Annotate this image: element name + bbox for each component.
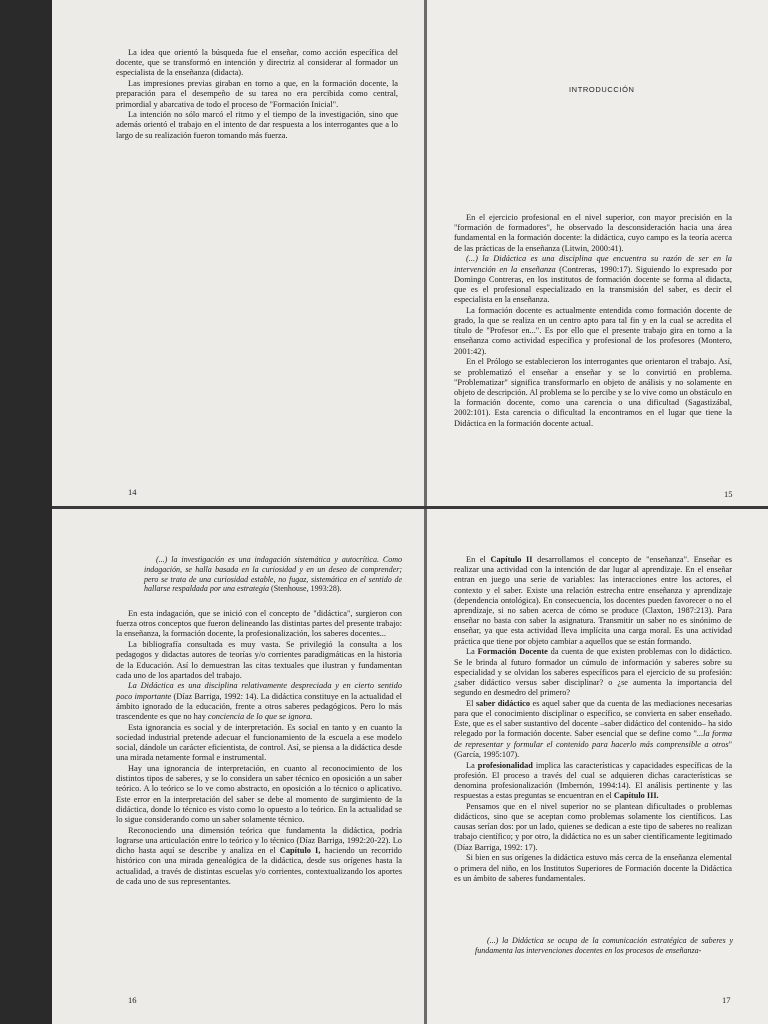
paragraph-text: El (466, 698, 476, 708)
paragraph: En el Prólogo se establecieron los interrogantes que orientaron el trabajo. Así, se problematizó el enseñar a enseñar y se lo convirtió en problema. "Problematizar" significa transformarlo en objeto de análisis y no solamente en objeto de descripción. Al problema se lo percibe y se lo vive como un obstáculo en la formación docente, como una carencia o una dificultad (Sagastizábal, 2002:101). Esta carencia o dificultad la encontramos en el lugar que tiene la Didáctica en la formación docente actual. (454, 357, 732, 428)
bold-term: saber didáctico (475, 698, 530, 708)
bold-term: Capítulo II (490, 555, 533, 564)
page-number: 17 (722, 995, 731, 1005)
page-17-body (454, 555, 732, 885)
paragraph-text: desarrollamos el concepto de "enseñanza". Enseñar es realizar una actividad con la intención de dar lugar al aprendizaje. En el enseñar entran en juego una serie de variables: las interacciones entre los actores, el contexto y el saber. Existe una relación estrecha entre enseñanza y aprendizaje (dependencia ontológica). En consecuencia, los docentes pueden favorecer o no el aprendizaje, si no saben acerca de cómo se produce (Claxton, 1987:213). Para enseñar no basta con saber la asignatura. Transmitir un saber no es sinónimo de enseñar, ya que esta actividad lleva implícita una carga moral. Es una actividad práctica que tiene por objeto cambiar a aquellos que se están formando. (454, 555, 732, 646)
quote-reference: (Stenhouse, 1993:28). (269, 584, 342, 594)
page-17 (427, 509, 768, 1024)
paragraph-text: Reconociendo una dimensión teórica que fundamenta la didáctica, podría lograrse una articulación entre lo teórico y lo técnico (Díaz Barriga, 1992:20-22). Lo dicho hasta aquí se describe y analiza en el (116, 825, 402, 856)
block-quote (144, 555, 402, 594)
page-16 (52, 509, 424, 1024)
italic-quote: (...) la Didáctica es una disciplina que encuentra su razón de ser en la intervención en la enseñanza (454, 254, 732, 274)
page-16-body (116, 609, 402, 887)
paragraph: En el ejercicio profesional en el nivel superior, con mayor precisión en la "formación de formadores", he observado la desconsideración hacia una área fundamental en la formación docente: la didáctica, cuyo campo es la teoría acerca de las prácticas de la enseñanza (Litwin, 2000:41). (454, 213, 732, 253)
paragraph-text: En el (466, 555, 491, 564)
bold-term: profesionalidad (477, 760, 533, 770)
paragraph-text: La (466, 760, 478, 770)
scan-divider (52, 506, 768, 509)
page-15-body (454, 213, 732, 429)
italic-quote: ...la forma de representar y formular el contenido para hacerlo más comprensible a otros (454, 729, 732, 749)
bold-term: Capítulo I, (279, 846, 321, 856)
page-15 (427, 0, 768, 506)
bold-term: Capítulo III. (613, 791, 659, 801)
paragraph: Si bien en sus orígenes la didáctica estuvo más cerca de la enseñanza elemental o primera del niño, en los Institutos Superiores de Formación docente la Didáctica es un ámbito de saberes fundamentales. (454, 853, 732, 883)
paragraph (454, 647, 732, 698)
paragraph: En esta indagación, que se inició con el concepto de "didáctica", surgieron con fuerza otros conceptos que fueron delineando las distintas partes del presente trabajo: la enseñanza, la formación docente, la profesionalización, los saberes docentes... (116, 609, 402, 639)
paragraph (454, 699, 732, 760)
paragraph: La idea que orientó la búsqueda fue el enseñar, como acción específica del docente, que se transformó en intención y directriz al considerar al formador un especialista de la enseñanza (didacta). (116, 48, 398, 78)
paragraph-text: es aquel saber que da cuenta de las mediaciones necesarias para que el conocimiento disciplinar o específico, se convierta en saber enseñado. Este, que es el saber sustantivo del docente –saber didáctico del contenido– ha sido relegado por la formación docente. Saber esencial que se define como " (454, 698, 732, 739)
paragraph: La bibliografía consultada es muy vasta. Se privilegió la consulta a los pedagogos y didactas autores de teorías y/o corrientes paradigmáticas en la historia de la Educación. Así lo demuestran las citas textuales que ilustran y fundamentan cada uno de los apartados del trabajo. (116, 640, 402, 680)
paragraph: Las impresiones previas giraban en torno a que, en la formación docente, la preparación para el desempeño de su tarea no era percibida como central, primordial y abarcativa de todo el proceso de "Formación Inicial". (116, 79, 398, 109)
paragraph (454, 761, 732, 802)
paragraph-text: haciendo un recorrido histórico con una mirada genealógica de la didáctica, desde sus orígenes hasta la actualidad, a través de distintas escuelas y/o corrientes, contextualizando los aportes de cada uno de sus representantes. (116, 846, 402, 886)
page-16-quote (144, 555, 402, 595)
paragraph (454, 555, 732, 647)
paragraph-text: da cuenta de que existen problemas con lo didáctico. Se le brinda al futuro formador un cúmulo de información y saberes sobre su especialidad y se olvidan los saberes específicos para el ejercicio de su profesión: ¿saber didáctico versus saber disciplinar? o ¿se aumenta la importancia del segundo en desmedro del primero? (454, 647, 732, 698)
page-number: 16 (128, 995, 137, 1005)
chapter-heading: INTRODUCCIÓN (569, 85, 635, 94)
paragraph-text: " (García, 1995:107). (454, 739, 732, 759)
paragraph: Pensamos que en el nivel superior no se plantean dificultades o problemas didácticos, sino que se aceptan como problemas solamente los científicos. Las causas serían dos: por un lado, quienes se dedican a este tipo de saberes no realizan trabajo científico; y por otro, la didáctica no es un saber científicamente legitimado (Díaz Barriga, 1992: 17). (454, 801, 732, 852)
paragraph: La formación docente es actualmente entendida como formación docente de grado, la que se realiza en un centro apto para tal fin y en la cual se acredita el título de "Profesor en...". Es por ello que el presente trabajo gira en torno a la enseñanza como actividad específica y profesional de los profesores (Montero, 2001:42). (454, 305, 732, 356)
page-number: 15 (724, 489, 733, 499)
paragraph: Hay una ignorancia de interpretación, en cuanto al reconocimiento de los distintos tipos de saberes, y se lo considera un saber técnico en oposición a un saber teórico. A lo teórico se lo ve como abstracto, en oposición a lo técnico o aplicativo. Este error en la interpretación del saber se debe al momento de surgimiento de la didáctica, donde lo técnico es visto como lo opuesto a lo teórico. En la actualidad se lo sigue considerando como un saber solamente técnico. (116, 764, 402, 825)
paragraph-text: La (466, 647, 478, 657)
block-quote: (...) la Didáctica se ocupa de la comunicación estratégica de saberes y fundamenta las intervenciones docentes en los procesos de enseñanza- (475, 936, 733, 955)
page-17-quote (475, 936, 733, 956)
paragraph-text: (Díaz Barriga, 1992: 14). La didáctica constituye en la actualidad el ámbito ignorado de la educación, frente a otros saberes pedagógicos. Pero lo más trascendente es que no hay (116, 691, 402, 722)
paragraph (116, 681, 402, 722)
paragraph (454, 254, 732, 305)
bold-term: Formación Docente (477, 647, 548, 657)
italic-quote: La Didáctica es una disciplina relativamente despreciada y en cierto sentido poco importante (116, 681, 402, 701)
paragraph-text: (Contreras, 1990:17). Siguiendo lo expresado por Domingo Contreras, en los institutos de formación docente se forma al didacta, que es el profesional especializado en la transmisión del saber, es decir el especialista en la enseñanza. (454, 264, 732, 305)
paragraph: La intención no sólo marcó el ritmo y el tiempo de la investigación, sino que además orientó el trabajo en el intento de dar respuesta a los interrogantes que a lo largo de su realización fueron tomando más fuerza. (116, 110, 398, 140)
paragraph-text: implica las características y capacidades específicas de la profesión. El proceso a través del cual se adquieren dichas características se denomina profesionalización (Imbernón, 1994:14). El análisis pertinente y las respuestas a estas preguntas se encuentran en el (454, 760, 732, 801)
paragraph (116, 826, 402, 887)
page-14 (52, 0, 424, 506)
paragraph: Esta ignorancia es social y de interpretación. Es social en tanto y en cuanto la sociedad industrial pretende adecuar el funcionamiento de la escuela a ese modelo social, dándole un carácter eficientista, de control. Así, se piensa a la didáctica desde una mirada netamente formal e instrumental. (116, 722, 402, 763)
quote-text: (...) la investigación es una indagación sistemática y autocrítica. Como indagación, se halla basada en la curiosidad y en un deseo de comprender; pero se trata de una curiosidad estable, no fugaz, sistemática en el sentido de hallarse respaldada por una estrategia (144, 555, 402, 594)
page-number: 14 (128, 487, 137, 497)
italic-phrase: conciencia de lo que se ignora. (207, 712, 313, 722)
page-gutter (424, 0, 427, 1024)
page-14-body (116, 48, 398, 141)
